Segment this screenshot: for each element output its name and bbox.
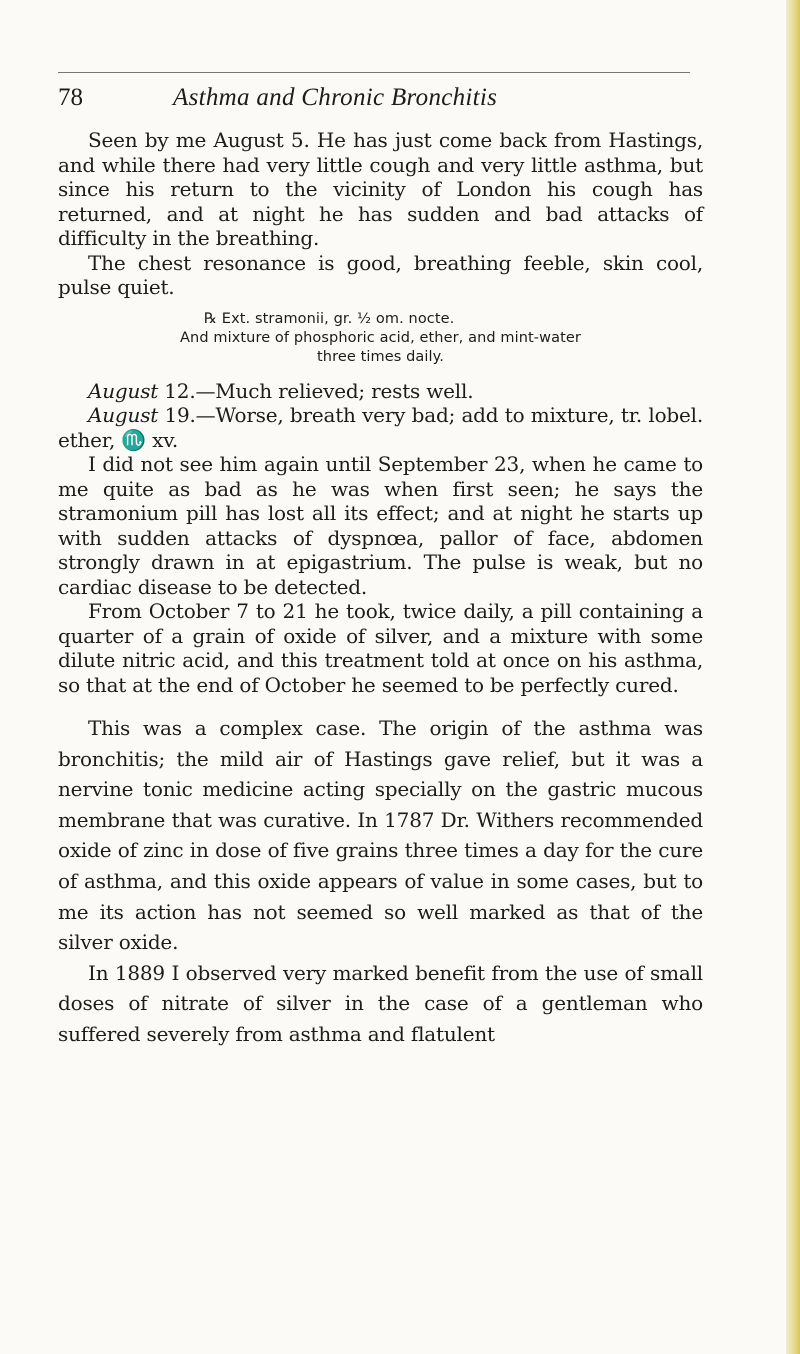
- entry-date: August: [88, 378, 159, 403]
- paragraph-7: This was a complex case. The origin of the asthma was bronchitis; the mild air of Hastings gave relief, but it was a nervine tonic medicine acting specially on the gastric mucous membrane that was curative. In 1787 Dr. Withers recommended oxide of zinc in dose of five grains three times a day for the cure of asthma, and this oxide appears of value in some cases, but to me its action has not seemed so well marked as that of the silver oxide.: [58, 716, 703, 955]
- prescription-line-2: And mixture of phosphoric acid, ether, and mint-water: [180, 329, 581, 346]
- entry-text: 19.—Worse, breath very bad; add to mixture, tr. lobel. ether, ♏ xv.: [58, 403, 703, 452]
- entry-date: August: [88, 403, 159, 427]
- paragraph-3: [58, 379, 703, 404]
- page-number: 78: [58, 84, 83, 111]
- prescription-line-3: three times daily.: [317, 348, 444, 365]
- paragraph-5: I did not see him again until September 23, when he came to me quite as bad as he was when first seen; he says the stramonium pill has lost all its effect; and at night he starts up with sudden attacks of dyspnœa, pallor of face, abdomen strongly drawn in at epigastrium. The pulse is weak, but no cardiac disease to be detected.: [58, 452, 703, 599]
- prescription-line-1: ℞ Ext. stramonii, gr. ½ om. nocte.: [204, 310, 455, 327]
- top-rule: [58, 72, 690, 73]
- page-header: [58, 82, 618, 122]
- paragraph-1: Seen by me August 5. He has just come back from Hastings, and while there had very little cough and very little asthma, but since his return to the vicinity of London his cough has returned, and at night he has sudden and bad attacks of difficulty in the breathing.: [58, 128, 703, 250]
- body-text: [58, 128, 703, 1050]
- running-title: Asthma and Chronic Bronchitis: [173, 84, 498, 111]
- page-edge: [786, 0, 800, 1354]
- paragraph-6: From October 7 to 21 he took, twice daily, a pill containing a quarter of a grain of oxide of silver, and a mixture with some dilute nitric acid, and this treatment told at once on his asthma, so that at the end of October he seemed to be perfectly cured.: [58, 599, 703, 697]
- paragraph-8: In 1889 I observed very marked benefit from the use of small doses of nitrate of silver in the case of a gentleman who suffered severely from asthma and flatulent: [58, 960, 703, 1046]
- paragraph-4: [58, 403, 703, 452]
- paragraph-2: The chest resonance is good, breathing feeble, skin cool, pulse quiet.: [58, 250, 703, 299]
- entry-text: 12.—Much relieved; rests well.: [158, 378, 474, 403]
- section-gap: [58, 697, 703, 713]
